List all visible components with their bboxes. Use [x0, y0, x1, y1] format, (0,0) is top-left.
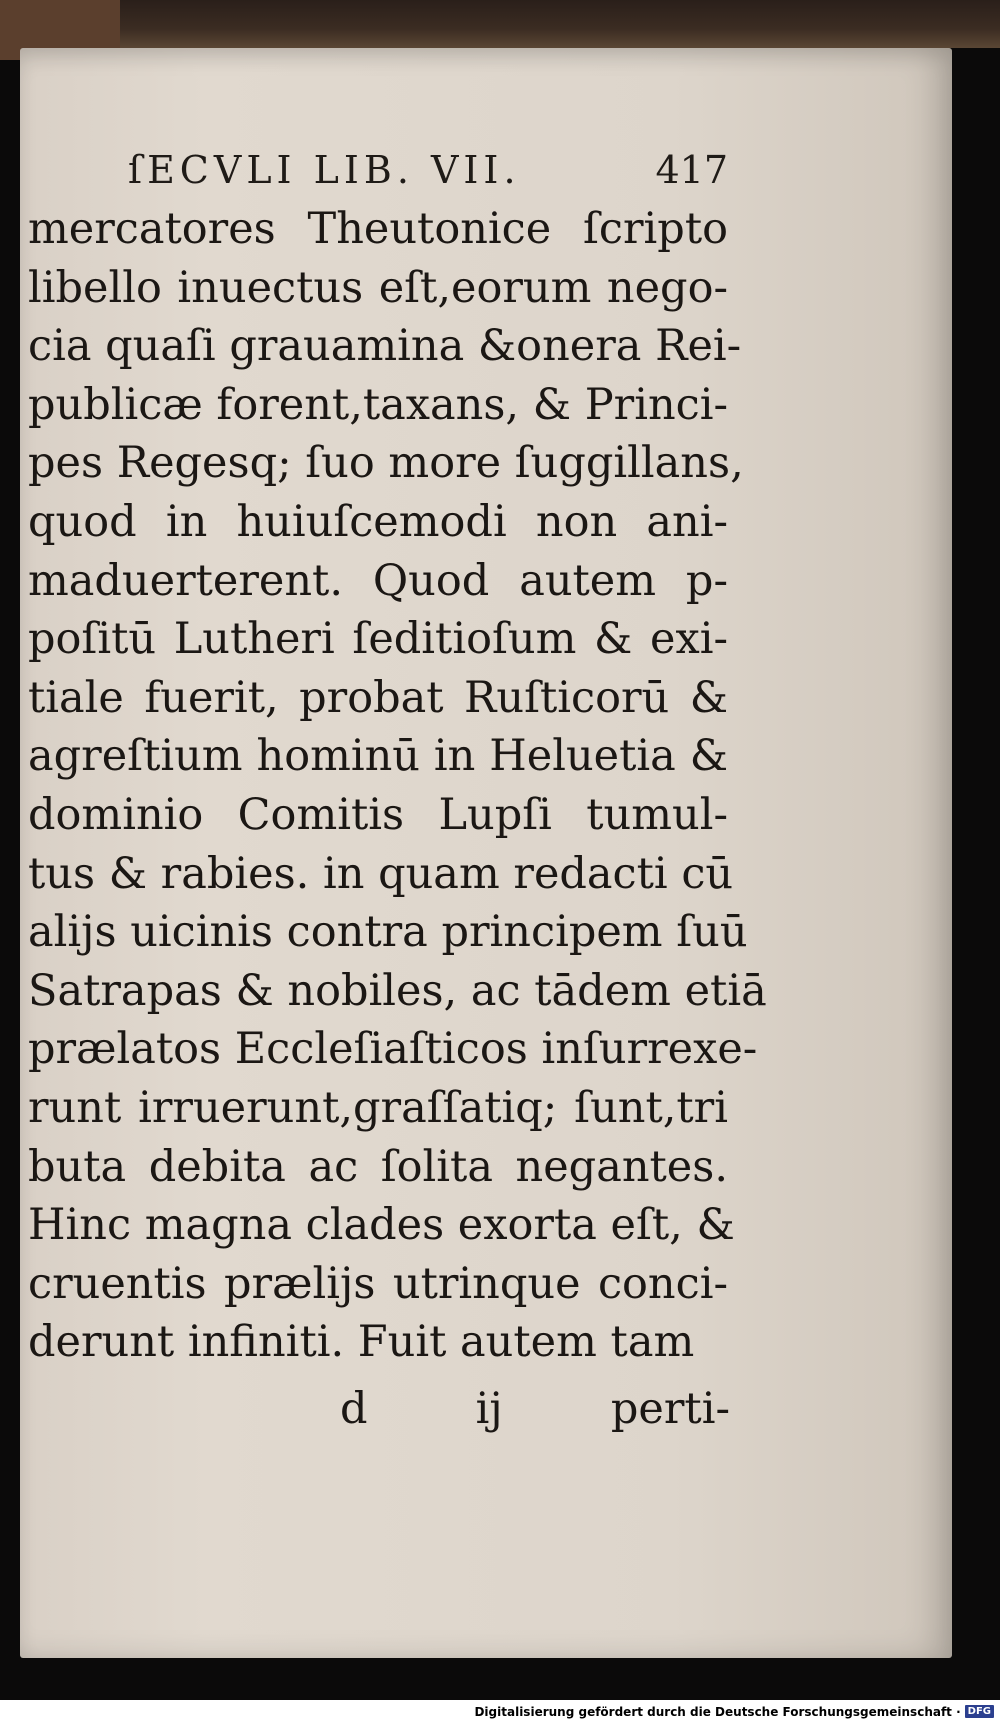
credit-text: Digitalisierung gefördert durch die Deutsche Forschungsgemeinschaft · [474, 1704, 961, 1719]
text-line: runt irruerunt,graſſatiq; ſunt,tri [28, 1082, 728, 1133]
text-line: prælatos Eccleſiaſticos inſurrexe- [28, 1024, 758, 1075]
catchword: perti- [610, 1384, 730, 1434]
book-edge-top [0, 0, 1000, 48]
text-line: maduerterent. Quod autem p- [28, 555, 728, 606]
text-line: alijs uicinis contra principem ſuū [28, 907, 748, 958]
text-line: cruentis prælijs utrinque conci- [28, 1258, 728, 1309]
text-line: quod in huiuſcemodi non ani- [28, 496, 728, 547]
text-line: agreſtium hominū in Heluetia & [28, 731, 728, 782]
fragment: d [340, 1384, 368, 1434]
text-line: Satrapas & nobiles, ac tādem etiā [28, 965, 767, 1016]
running-head: ſECVLI LIB. VII. [128, 148, 521, 192]
text-line: libello inuectus eſt,eorum nego- [28, 262, 728, 313]
text-line: mercatores Theutonice ſcripto [28, 204, 728, 254]
text-line: cia quaſi grauamina &onera Rei- [28, 321, 742, 372]
text-line: publicæ forent,taxans, & Princi- [28, 379, 729, 430]
page-number: 417 [655, 148, 728, 192]
text-line: pes Regesq; ſuo more ſuggillans, [28, 438, 744, 489]
catchword-fragments [340, 1384, 730, 1434]
page-header [128, 148, 728, 192]
digitization-credit [0, 1700, 1000, 1723]
text-line: poſitū Lutheri ſeditioſum & exi- [28, 614, 728, 665]
text-line: tiale fuerit, probat Ruſticorū & [28, 672, 728, 723]
fragment: ij [475, 1384, 503, 1434]
dfg-logo-icon: DFG [965, 1705, 994, 1718]
text-line: dominio Comitis Lupſi tumul- [28, 789, 728, 840]
body-text [28, 200, 767, 1372]
text-line: derunt infiniti. Fuit autem tam [28, 1317, 695, 1368]
text-line: buta debita ac ſolita negantes. [28, 1141, 728, 1192]
text-line: tus & rabies. in quam redacti cū [28, 848, 734, 899]
text-line: Hinc magna clades exorta eſt, & [28, 1200, 735, 1251]
